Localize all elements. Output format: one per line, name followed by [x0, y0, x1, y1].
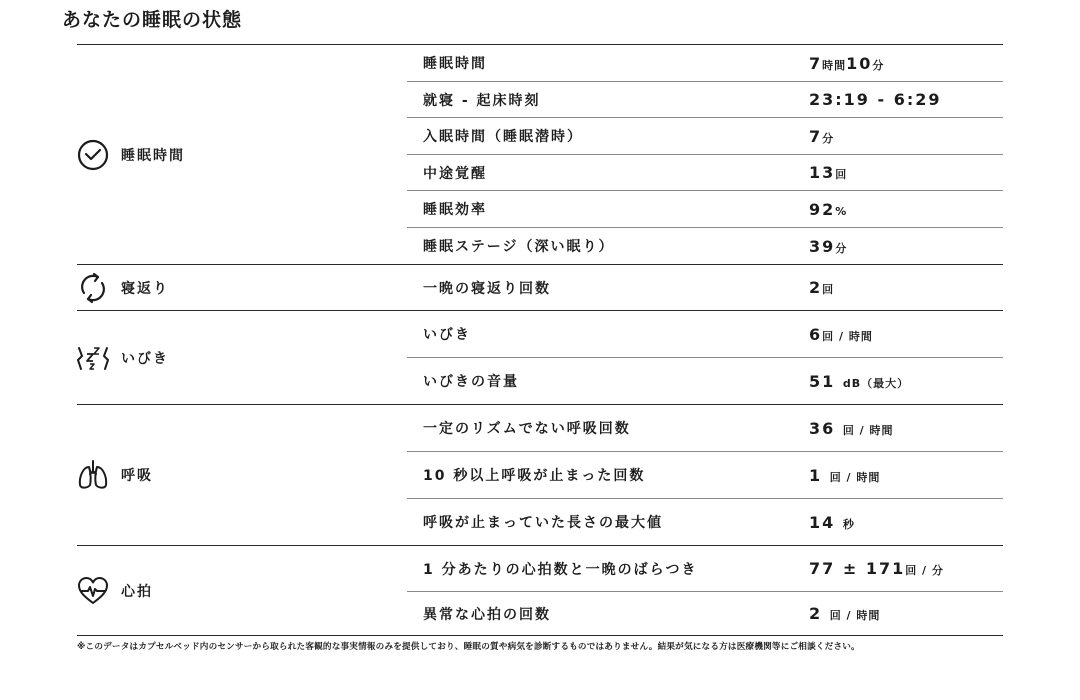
- section-heart-rate: [77, 545, 1003, 636]
- metric-label: 中途覚醒: [423, 165, 487, 182]
- metric-value: 6回 / 時間: [809, 324, 873, 344]
- metric-label: 10 秒以上呼吸が止まった回数: [423, 468, 646, 484]
- clock-icon: [77, 139, 109, 171]
- rotate-arrows-icon: [77, 272, 109, 304]
- metric-unit: 回 / 時間: [829, 470, 881, 484]
- metric-unit: 時間: [822, 58, 847, 72]
- metric-label: 入眠時間（睡眠潜時）: [423, 129, 583, 145]
- table-row: [407, 311, 1003, 357]
- metric-value: 13回: [809, 163, 848, 182]
- table-row: [407, 357, 1003, 404]
- category-label: 寝返り: [121, 280, 169, 297]
- metric-value: 2 回 / 時間: [809, 604, 881, 623]
- metric-value: 7分: [809, 126, 835, 146]
- table-row: [407, 265, 1003, 310]
- metric-unit: 回 / 時間: [829, 609, 881, 622]
- metric-value: 36 回 / 時間: [809, 418, 894, 438]
- metric-label: 就寝 - 起床時刻: [423, 92, 541, 109]
- category-label: 睡眠時間: [121, 147, 185, 164]
- category-turning-over: [77, 265, 407, 310]
- metric-value: 92%: [809, 199, 848, 219]
- metric-unit: 分: [872, 58, 885, 72]
- table-row: [407, 227, 1003, 264]
- metric-label: 睡眠ステージ（深い眠り）: [423, 239, 615, 255]
- disclaimer-footnote: ※このデータはカプセルベッド内のセンサーから取られた客観的な事実情報のみを提供しており、睡眠の質や病気を診断するものではありません。結果が気になる方は医療機関等にご相談ください。: [77, 642, 860, 652]
- metric-label: 一晩の寝返り回数: [423, 280, 551, 297]
- section-breathing: [77, 404, 1003, 545]
- table-row: [407, 451, 1003, 498]
- lungs-icon: [77, 459, 109, 491]
- metric-value: 77 ± 171回 / 分: [809, 559, 944, 578]
- metric-unit: %: [835, 204, 848, 218]
- section-turning-over: [77, 264, 1003, 310]
- section-sleep-time: [77, 44, 1003, 264]
- snore-icon: [77, 342, 109, 374]
- metric-label: いびき: [423, 327, 471, 343]
- metric-unit: dB（最大）: [842, 376, 910, 390]
- table-row: [407, 45, 1003, 81]
- metric-label: 1 分あたりの心拍数と一晩のばらつき: [423, 561, 698, 578]
- metric-value: 7時間10分: [809, 53, 885, 73]
- category-sleep-time: [77, 45, 407, 264]
- heart-pulse-icon: [77, 575, 109, 607]
- category-label: 呼吸: [121, 468, 153, 484]
- category-snoring: [77, 311, 407, 404]
- metric-unit: 秒: [842, 517, 855, 531]
- table-row: [407, 154, 1003, 190]
- section-snoring: [77, 310, 1003, 404]
- metric-value: 23:19 - 6:29: [809, 90, 942, 109]
- metric-value: 39分: [809, 236, 848, 256]
- sleep-report-table: [77, 44, 1003, 636]
- metric-unit: 回 / 時間: [842, 423, 894, 437]
- table-row: [407, 546, 1003, 591]
- metric-unit: 分: [822, 131, 835, 145]
- metric-label: 睡眠時間: [423, 56, 487, 72]
- table-row: [407, 405, 1003, 451]
- metric-label: 一定のリズムでない呼吸回数: [423, 421, 631, 437]
- metric-unit: 回: [835, 168, 848, 181]
- metric-value: 14 秒: [809, 512, 855, 532]
- metric-label: 睡眠効率: [423, 202, 487, 218]
- metric-value: 1 回 / 時間: [809, 465, 881, 485]
- metric-label: いびきの音量: [423, 374, 519, 390]
- table-row: [407, 498, 1003, 545]
- category-label: 心拍: [121, 583, 153, 600]
- metric-unit: 回 / 分: [905, 564, 944, 577]
- metric-value: 51 dB（最大）: [809, 371, 910, 391]
- category-label: いびき: [121, 350, 169, 367]
- page-title: あなたの睡眠の状態: [62, 9, 243, 31]
- metric-label: 異常な心拍の回数: [423, 606, 551, 623]
- table-row: [407, 190, 1003, 227]
- table-row: [407, 81, 1003, 117]
- metric-label: 呼吸が止まっていた長さの最大値: [423, 515, 663, 531]
- table-row: [407, 117, 1003, 154]
- metric-unit: 回 / 時間: [822, 329, 873, 343]
- metric-value: 2回: [809, 278, 835, 297]
- category-breathing: [77, 405, 407, 545]
- table-row: [407, 591, 1003, 635]
- metric-unit: 分: [835, 241, 848, 255]
- metric-unit: 回: [822, 283, 835, 296]
- category-heart-rate: [77, 546, 407, 635]
